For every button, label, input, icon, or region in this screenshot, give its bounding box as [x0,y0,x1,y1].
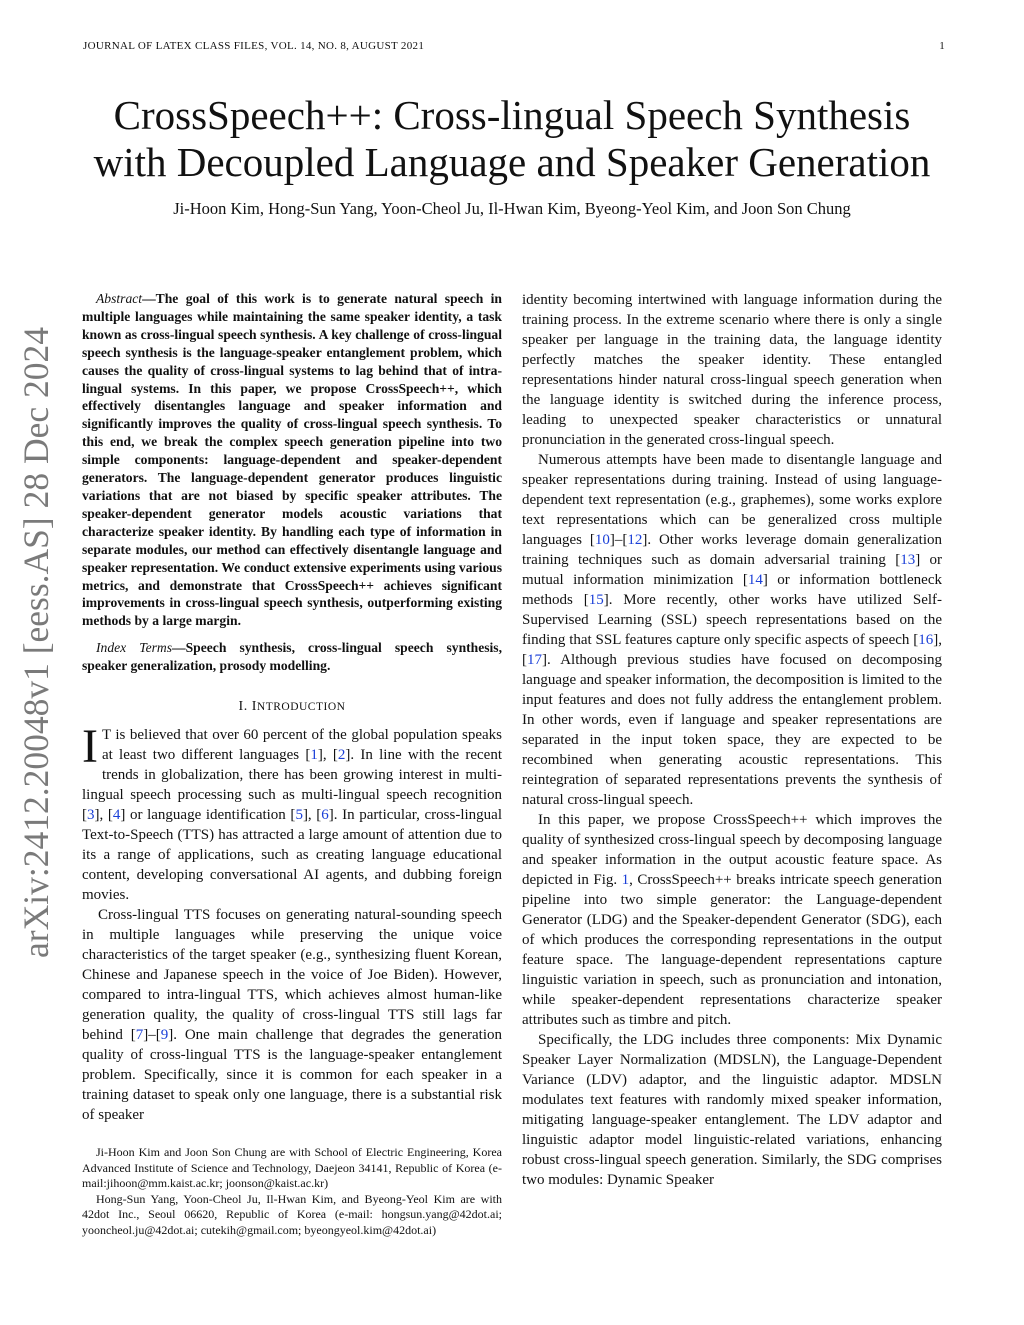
text-run: ], [ [94,807,113,824]
text-run: , CrossSpeech++ breaks intricate speech generation pipeline into two simple generator: the Language-dependent Generator (LDG) and the Speaker-dependent Generator (SDG), each of which produces the corresponding representations in the output feature space. The language-dependent representations capture linguistic variation in speech, such as pronunciation and intonation, while speaker-dependent representations characterize speaker attributes such as timbre and pitch. [522,872,942,1028]
section-numeral: I. [238,699,252,715]
author-list: Ji-Hoon Kim, Hong-Sun Yang, Yoon-Cheol Ju, Il-Hwan Kim, Byeong-Yeol Kim, and Joon Son Chung [173,199,851,218]
citation-link[interactable]: 15 [588,592,604,608]
citation-link[interactable]: 2 [337,747,346,764]
text-run: ]. Other works leverage domain generalization training techniques such as domain adversarial training [ [522,532,942,568]
paper-title [60,92,964,186]
footnote-2: Hong-Sun Yang, Yoon-Cheol Ju, Il-Hwan Kim, and Byeong-Yeol Kim are with 42dot Inc., Seoul 06620, Republic of Korea (e-mail: hongsun.yang@42dot.ai; yooncheol.ju@42dot.ai; cutekih@gmail.com; byeongyeol.kim@42dot.ai) [82,1191,502,1237]
abstract-text: —The goal of this work is to generate natural speech in multiple languages while maintaining the same speaker identity, a task known as cross-lingual speech synthesis. A key challenge of cross-lingual speech synthesis is the language-speaker entanglement problem, which causes the quality of cross-lingual systems to lag behind that of intra-lingual systems. In this paper, we propose CrossSpeech++, which effectively disentangles language and speaker information and significantly improves the quality of cross-lingual speech synthesis. To this end, we break the complex speech generation pipeline into two simple components: language-dependent and speaker-dependent generators. The language-dependent generator produces linguistic variations that are not biased by specific speaker attributes. The speaker-dependent generator models acoustic variations that characterize speaker identity. By handling each type of information in separate modules, our method can effectively disentangle language and speaker representation. We conduct extensive experiments using various metrics, and demonstrate that CrossSpeech++ achieves significant improvements in cross-lingual speech synthesis, outperforming existing methods by a large margin. [82,291,502,629]
footnote-affiliations [82,1145,502,1238]
citation-link[interactable]: 16 [918,632,934,648]
citation-link[interactable]: 9 [160,1027,169,1044]
citation-link[interactable]: 4 [112,807,121,824]
abstract [82,290,502,630]
text-run: T is believed that over 60 percent of the global population speaks at least two different languages [ [101,727,502,764]
citation-link[interactable]: 6 [321,807,329,824]
citation-link[interactable]: 5 [295,807,303,824]
citation-link[interactable]: 17 [527,652,542,668]
running-header [83,40,945,52]
title-line-1: CrossSpeech++: Cross-lingual Speech Synthesis [113,92,911,138]
arxiv-stamp: arXiv:2412.20048v1 [eess.AS] 28 Dec 2024 [16,326,56,958]
citation-link[interactable]: 13 [900,552,916,568]
drop-cap: I [82,720,98,774]
text-run: ], [ [317,747,338,764]
section-heading-introduction [82,699,502,715]
figure-link[interactable]: 1 [621,872,630,888]
index-terms-text: —Speech synthesis, cross-lingual speech synthesis, speaker generalization, prosody modelling. [82,640,502,674]
right-column [522,290,942,1190]
text-run: ]. Although previous studies have focused on decomposing language and speaker information, the decomposition is limited to the input features and does not fully address the entanglement problem. In other words, even if language and speaker representations are separated in the input token space, they are expected to be recombined when generating acoustic representations. This reintegration of separated representations prevents the synthesis of natural cross-lingual speech. [522,652,942,808]
intro-paragraph-5 [522,810,942,1030]
text-run: ]. In line with the recent trends in globalization, there has been growing interest in multi-lingual speech processing such as multi-lingual speech recognition [ [82,747,502,824]
intro-paragraph-2 [82,905,502,1125]
text-run: ] or information bottleneck methods [ [522,572,942,608]
text-run: Cross-lingual TTS focuses on generating natural-sounding speech in multiple languages while preserving the unique voice characteristics of the target speaker (e.g., synthesizing fluent Korean, Chinese and Japanese speech in the voice of Joe Biden). However, compared to intra-lingual TTS, which achieves almost human-like generation quality, the quality of cross-lingual TTS still lags far behind [ [82,907,502,1044]
index-terms [82,639,502,675]
intro-paragraph-6: Specifically, the LDG includes three components: Mix Dynamic Speaker Layer Normalization (MDSLN), the Language-Dependent Variance (LDV) adaptor, and the linguistic adaptor. MDSLN modulates text features with randomly mixed speaker information, mitigating language-speaker entanglement. The LDV adaptor and linguistic adaptor model linguistic-related variations, enhancing robust cross-lingual speech generation. Similarly, the SDG comprises two modules: Dynamic Speaker [522,1032,942,1188]
citation-link[interactable]: 14 [747,572,763,588]
citation-link[interactable]: 10 [594,532,610,548]
text-run: ]–[ [143,1027,161,1044]
citation-link[interactable]: 3 [87,807,95,824]
intro-paragraph-1 [82,720,502,905]
text-run: ] or language identification [ [120,807,296,824]
left-column [82,290,502,1125]
title-line-2: with Decoupled Language and Speaker Generation [93,139,931,185]
text-run: ], [ [522,632,942,668]
intro-paragraph-4 [522,450,942,810]
text-run: Numerous attempts have been made to disentangle language and speaker representations during training. Instead of using language-dependent text representation (e.g., graphemes), some works explore text representations which can be generalized cross multiple languages [ [522,452,942,548]
index-terms-label: Index Terms [96,640,173,656]
text-run: ] or mutual information minimization [ [522,552,942,588]
journal-name: JOURNAL OF LATEX CLASS FILES, VOL. 14, NO. 8, AUGUST 2021 [83,40,425,52]
abstract-label: Abstract [96,291,143,306]
citation-link[interactable]: 1 [310,747,318,764]
footnote-1: Ji-Hoon Kim and Joon Son Chung are with School of Electric Engineering, Korea Advanced Institute of Science and Technology, Daejeon 34141, Republic of Korea (e-mail:jihoon@mm.kaist.ac.kr; joonson@kaist.ac.kr) [82,1145,502,1190]
section-initial: I [251,699,257,715]
section-title-rest: NTRODUCTION [256,701,346,714]
intro-paragraph-3: identity becoming intertwined with language information during the training process. In the extreme scenario where there is only a single speaker per language in the training data, the language identity perfectly matches the speaker identity. These entangled representations hinder natural cross-lingual speech generation when the language identity is switched during the inference process, leading to unexpected speaker characteristics or unnatural pronunciation in the generated cross-lingual speech. [522,292,942,448]
text-run: ]. More recently, other works have utilized Self-Supervised Learning (SSL) speech representations based on the finding that SSL features capture only specific aspects of speech [ [522,592,943,648]
page-number: 1 [939,40,945,52]
text-run: ]. One main challenge that degrades the generation quality of cross-lingual TTS is the language-speaker entanglement problem. Specifically, since it is common for each speaker in a training dataset to speak only one language, there is a substantial risk of speaker [82,1027,502,1124]
text-run: In this paper, we propose CrossSpeech++ which improves the quality of synthesized cross-lingual speech by decomposing language and speaker information in the output acoustic feature space. As depicted in Fig. [522,812,942,888]
text-run: ]. In particular, cross-lingual Text-to-Speech (TTS) has attracted a large amount of attention due to its a range of applications, such as creating language educational content, developing conversational AI agents, and dubbing foreign movies. [82,807,502,904]
citation-link[interactable]: 12 [627,532,643,548]
text-run: ]–[ [609,532,628,548]
text-run: ], [ [302,807,322,824]
citation-link[interactable]: 7 [135,1027,144,1044]
